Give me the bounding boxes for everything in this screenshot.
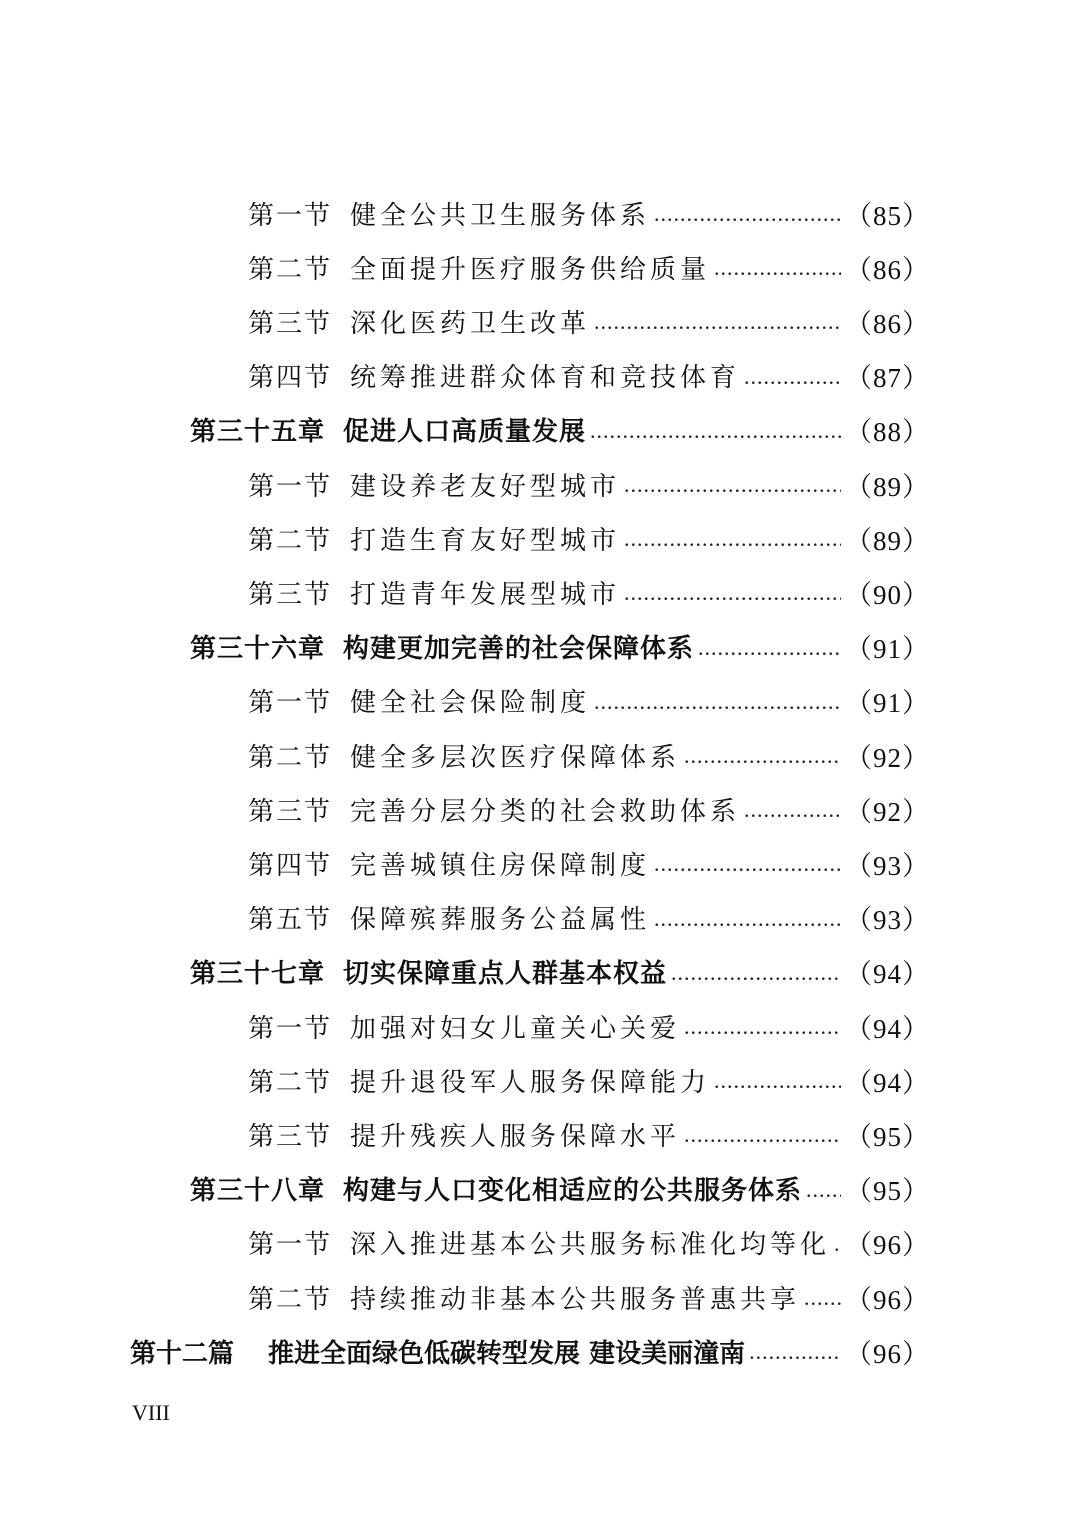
dot-leader bbox=[684, 1124, 841, 1154]
toc-entry-label bbox=[248, 1224, 830, 1261]
toc-entry-page: （94） bbox=[845, 1067, 930, 1098]
toc-entry-title: 深入推进基本公共服务标准化均等化 bbox=[350, 1230, 831, 1261]
dot-leader bbox=[744, 799, 841, 829]
toc-entry-page: （89） bbox=[845, 525, 930, 556]
dot-leader bbox=[684, 1016, 841, 1046]
toc-entry-page: （91） bbox=[845, 634, 930, 665]
toc-entry-number: 第三十八章 bbox=[190, 1176, 326, 1207]
toc-entry-number: 第一节 bbox=[248, 200, 333, 231]
toc-entry-section bbox=[248, 193, 930, 233]
toc-entry-label bbox=[248, 1062, 710, 1099]
toc-entry-label bbox=[248, 574, 620, 611]
toc-entry-title: 加强对妇女儿童关心关爱 bbox=[350, 1013, 681, 1044]
toc-entry-number: 第五节 bbox=[248, 905, 333, 936]
toc-entry-label bbox=[248, 466, 620, 503]
toc-entry-number: 第三十五章 bbox=[190, 417, 326, 448]
toc-entry-page: （93） bbox=[845, 905, 930, 936]
toc-entry-title: 构建与人口变化相适应的公共服务体系 bbox=[343, 1176, 803, 1207]
toc-entry-page: （87） bbox=[845, 363, 930, 394]
toc-entry-page: （96） bbox=[845, 1284, 930, 1315]
toc-entry-section bbox=[248, 518, 930, 558]
dot-leader bbox=[749, 1341, 841, 1371]
toc-entry-title: 深化医药卫生改革 bbox=[350, 308, 591, 339]
toc-entry-page: （91） bbox=[845, 688, 930, 719]
toc-entry-page: （89） bbox=[845, 471, 930, 502]
toc-entry-number: 第二节 bbox=[248, 742, 333, 773]
toc-entry-page: （94） bbox=[845, 1013, 930, 1044]
toc-entry-section bbox=[248, 1006, 930, 1046]
toc-entry-section bbox=[248, 1060, 930, 1100]
toc-entry-label bbox=[248, 737, 680, 774]
dot-leader bbox=[698, 637, 841, 667]
toc-entry-title: 统筹推进群众体育和竞技体育 bbox=[350, 363, 741, 394]
toc-entry-label bbox=[190, 411, 586, 448]
dot-leader bbox=[684, 745, 841, 775]
toc-entry-title: 全面提升医疗服务供给质量 bbox=[350, 254, 711, 285]
dot-leader bbox=[624, 582, 841, 612]
toc-entry-page: （93） bbox=[845, 850, 930, 881]
toc-entry-number: 第十二篇 bbox=[130, 1338, 235, 1369]
toc-entry-label bbox=[248, 1116, 680, 1153]
toc-entry-label bbox=[248, 845, 650, 882]
toc-entry-label bbox=[248, 791, 740, 828]
toc-entry-number: 第二节 bbox=[248, 1284, 333, 1315]
toc-entry-number: 第一节 bbox=[248, 1230, 333, 1261]
toc-entry-number: 第三节 bbox=[248, 1121, 333, 1152]
toc-entry-label bbox=[248, 303, 590, 340]
toc-entry-section bbox=[248, 247, 930, 287]
toc-entry-title: 构建更加完善的社会保障体系 bbox=[343, 634, 695, 665]
toc-entry-page: （92） bbox=[845, 742, 930, 773]
toc-entry-number: 第一节 bbox=[248, 1013, 333, 1044]
toc-entry-section bbox=[248, 301, 930, 341]
toc-entry-label bbox=[248, 520, 620, 557]
toc-entry-chapter bbox=[190, 952, 930, 992]
toc-entry-title: 切实保障重点人群基本权益 bbox=[343, 959, 668, 990]
toc-entry-title: 促进人口高质量发展 bbox=[343, 417, 587, 448]
toc-entry-number: 第一节 bbox=[248, 471, 333, 502]
toc-entry-label bbox=[248, 1279, 800, 1316]
dot-leader bbox=[714, 1070, 841, 1100]
toc-entry-section bbox=[248, 1277, 930, 1317]
toc-entry-title: 持续推动非基本公共服务普惠共享 bbox=[350, 1284, 801, 1315]
toc-entry-chapter bbox=[190, 410, 930, 450]
toc-entry-section bbox=[248, 1114, 930, 1154]
toc-entry-label bbox=[190, 1170, 802, 1207]
dot-leader bbox=[834, 1233, 841, 1263]
toc-entry-label bbox=[190, 953, 667, 990]
toc-entry-title: 健全多层次医疗保障体系 bbox=[350, 742, 681, 773]
toc-entry-number: 第四节 bbox=[248, 850, 333, 881]
toc-entry-title: 完善分层分类的社会救助体系 bbox=[350, 796, 741, 827]
dot-leader bbox=[671, 962, 841, 992]
toc-entry-title: 推进全面绿色低碳转型发展 建设美丽潼南 bbox=[268, 1338, 746, 1369]
dot-leader bbox=[590, 420, 841, 450]
toc-entry-label bbox=[248, 899, 650, 936]
dot-leader bbox=[654, 853, 841, 883]
toc-entry-label bbox=[190, 628, 694, 665]
toc-entry-section bbox=[248, 464, 930, 504]
toc-entry-label bbox=[248, 249, 710, 286]
toc-entry-page: （96） bbox=[845, 1230, 930, 1261]
toc-entry-page: （86） bbox=[845, 308, 930, 339]
toc-entry-number: 第三十七章 bbox=[190, 959, 326, 990]
toc-entry-title: 保障殡葬服务公益属性 bbox=[350, 905, 651, 936]
dot-leader bbox=[806, 1179, 841, 1209]
toc-entry-section bbox=[248, 789, 930, 829]
dot-leader bbox=[594, 691, 841, 721]
toc-entry-section bbox=[248, 681, 930, 721]
toc-entry-section bbox=[248, 735, 930, 775]
toc-entry-number: 第二节 bbox=[248, 525, 333, 556]
toc-entry-section bbox=[248, 572, 930, 612]
toc-entry-title: 提升退役军人服务保障能力 bbox=[350, 1067, 711, 1098]
toc-entry-label bbox=[130, 1333, 745, 1370]
toc-entry-section bbox=[248, 843, 930, 883]
page-number-footer: VIII bbox=[132, 1400, 170, 1425]
toc-entry-page: （92） bbox=[845, 796, 930, 827]
toc-entry-title: 健全社会保险制度 bbox=[350, 688, 591, 719]
toc-entry-chapter bbox=[190, 1169, 930, 1209]
toc-entry-label bbox=[248, 195, 650, 232]
toc-entry-label bbox=[248, 357, 740, 394]
dot-leader bbox=[654, 908, 841, 938]
toc-entry-page: （95） bbox=[845, 1121, 930, 1152]
toc-entry-section bbox=[248, 1223, 930, 1263]
toc-entry-title: 打造青年发展型城市 bbox=[350, 579, 621, 610]
dot-leader bbox=[624, 474, 841, 504]
toc-entry-page: （85） bbox=[845, 200, 930, 231]
toc-entry-title: 打造生育友好型城市 bbox=[350, 525, 621, 556]
dot-leader bbox=[714, 257, 841, 287]
toc-entry-title: 提升残疾人服务保障水平 bbox=[350, 1121, 681, 1152]
toc-entry-title: 完善城镇住房保障制度 bbox=[350, 850, 651, 881]
toc-entry-label bbox=[248, 682, 590, 719]
toc-entry-page: （86） bbox=[845, 254, 930, 285]
toc-entry-number: 第三节 bbox=[248, 308, 333, 339]
toc-entry-page: （94） bbox=[845, 959, 930, 990]
dot-leader bbox=[804, 1287, 841, 1317]
toc-entry-part bbox=[130, 1331, 930, 1371]
toc-entry-number: 第一节 bbox=[248, 688, 333, 719]
toc-entry-page: （96） bbox=[845, 1338, 930, 1369]
toc-entry-label bbox=[248, 1008, 680, 1045]
toc-entry-section bbox=[248, 898, 930, 938]
toc-entry-number: 第三节 bbox=[248, 796, 333, 827]
toc-entry-title: 健全公共卫生服务体系 bbox=[350, 200, 651, 231]
toc-entry-number: 第三节 bbox=[248, 579, 333, 610]
toc-entry-title: 建设养老友好型城市 bbox=[350, 471, 621, 502]
toc-entry-section bbox=[248, 356, 930, 396]
dot-leader bbox=[744, 366, 841, 396]
toc-entry-number: 第二节 bbox=[248, 254, 333, 285]
toc-entry-page: （90） bbox=[845, 579, 930, 610]
dot-leader bbox=[624, 528, 841, 558]
toc-entry-chapter bbox=[190, 627, 930, 667]
toc-entry-number: 第三十六章 bbox=[190, 634, 326, 665]
toc-entry-number: 第四节 bbox=[248, 363, 333, 394]
toc-entry-number: 第二节 bbox=[248, 1067, 333, 1098]
dot-leader bbox=[594, 311, 841, 341]
toc-entry-page: （95） bbox=[845, 1176, 930, 1207]
dot-leader bbox=[654, 203, 841, 233]
toc-entry-page: （88） bbox=[845, 417, 930, 448]
